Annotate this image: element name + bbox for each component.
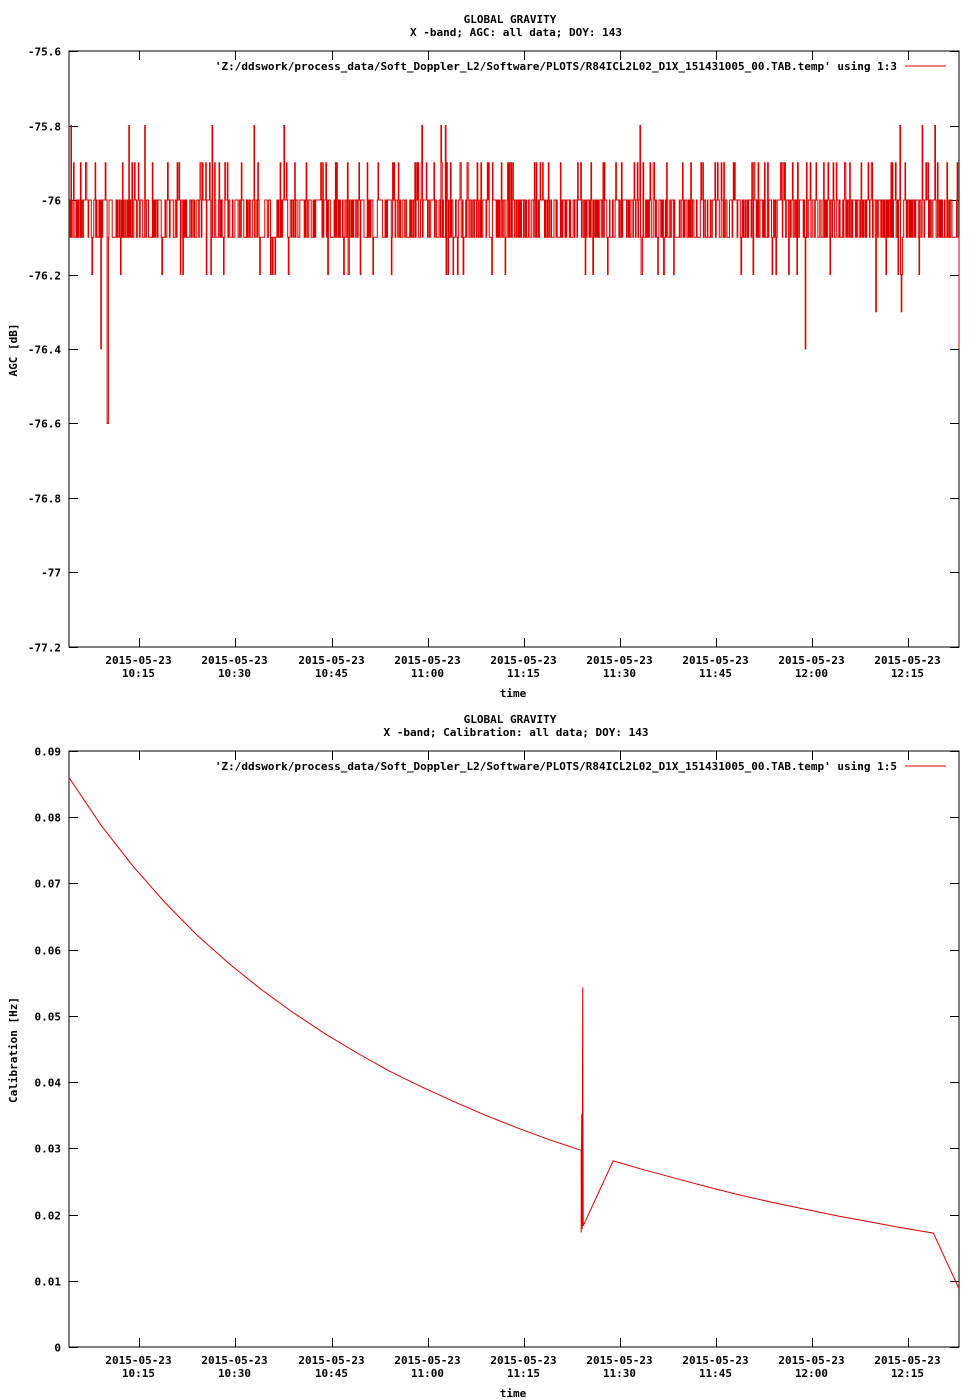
cal-x-tick-time: 11:00	[410, 1367, 445, 1380]
cal-plot-border	[69, 751, 959, 1347]
cal-chart-title: GLOBAL GRAVITY	[463, 713, 557, 726]
agc-chart-title: GLOBAL GRAVITY	[463, 13, 557, 26]
agc-x-tick-time: 11:00	[410, 667, 445, 680]
agc-chart-subtitle: X -band; AGC: all data; DOY: 143	[410, 26, 622, 39]
calibration-chart	[0, 700, 980, 1400]
cal-x-tick-time: 10:45	[314, 1367, 349, 1380]
cal-y-tick-label: 0.01	[34, 1275, 61, 1289]
agc-y-axis-label: AGC [dB]	[7, 323, 20, 377]
cal-x-tick-date: 2015-05-23	[105, 1354, 172, 1367]
agc-x-tick-date: 2015-05-23	[394, 654, 461, 667]
agc-x-tick-date: 2015-05-23	[298, 654, 365, 667]
cal-x-tick-date: 2015-05-23	[778, 1354, 845, 1367]
agc-y-tick-label: -75.8	[27, 120, 61, 134]
agc-legend-label: 'Z:/ddswork/process_data/Soft_Doppler_L2/Software/PLOTS/R84ICL2L02_D1X_151431005_00.TAB.temp' using 1:3	[214, 60, 897, 73]
agc-x-tick-date: 2015-05-23	[490, 654, 557, 667]
agc-x-tick-date: 2015-05-23	[682, 654, 749, 667]
cal-x-tick-time: 11:45	[698, 1367, 733, 1380]
cal-x-tick-time: 10:30	[217, 1367, 252, 1380]
cal-y-tick-label: 0	[54, 1341, 61, 1355]
agc-x-tick-date: 2015-05-23	[586, 654, 653, 667]
cal-legend-label: 'Z:/ddswork/process_data/Soft_Doppler_L2/Software/PLOTS/R84ICL2L02_D1X_151431005_00.TAB.temp' using 1:5	[214, 760, 897, 773]
cal-x-axis-label: time	[499, 1387, 527, 1400]
agc-y-tick-label: -76.2	[27, 269, 61, 283]
agc-x-tick-date: 2015-05-23	[105, 654, 172, 667]
cal-x-tick-date: 2015-05-23	[874, 1354, 941, 1367]
agc-y-tick-label: -76.8	[27, 492, 61, 506]
cal-y-tick-label: 0.04	[34, 1076, 61, 1090]
cal-y-tick-label: 0.09	[34, 745, 61, 759]
cal-x-tick-time: 11:30	[602, 1367, 637, 1380]
agc-x-tick-time: 12:15	[890, 667, 925, 680]
agc-x-tick-time: 11:15	[506, 667, 541, 680]
cal-y-axis-label: Calibration [Hz]	[7, 997, 20, 1103]
cal-x-tick-date: 2015-05-23	[298, 1354, 365, 1367]
cal-y-tick-label: 0.07	[34, 877, 61, 891]
cal-y-tick-label: 0.02	[34, 1209, 61, 1223]
agc-x-tick-time: 11:45	[698, 667, 733, 680]
cal-series-line	[69, 778, 959, 1289]
cal-y-tick-label: 0.08	[34, 811, 61, 825]
agc-x-axis-label: time	[499, 687, 527, 700]
agc-series-line	[69, 126, 959, 424]
cal-y-tick-label: 0.05	[34, 1010, 61, 1024]
cal-x-tick-time: 12:15	[890, 1367, 925, 1380]
calibration-chart-panel	[0, 700, 980, 1400]
cal-x-tick-date: 2015-05-23	[394, 1354, 461, 1367]
cal-x-tick-date: 2015-05-23	[201, 1354, 268, 1367]
agc-y-tick-label: -76.4	[27, 343, 61, 357]
cal-x-tick-date: 2015-05-23	[682, 1354, 749, 1367]
agc-x-tick-time: 10:15	[121, 667, 156, 680]
agc-x-tick-time: 12:00	[794, 667, 829, 680]
cal-x-tick-time: 12:00	[794, 1367, 829, 1380]
cal-x-tick-time: 11:15	[506, 1367, 541, 1380]
agc-x-tick-time: 10:45	[314, 667, 349, 680]
agc-x-tick-date: 2015-05-23	[201, 654, 268, 667]
agc-x-tick-time: 10:30	[217, 667, 252, 680]
agc-x-tick-time: 11:30	[602, 667, 637, 680]
agc-y-tick-label: -77	[41, 566, 61, 580]
agc-x-tick-date: 2015-05-23	[778, 654, 845, 667]
agc-y-tick-label: -75.6	[27, 45, 61, 59]
cal-y-tick-label: 0.03	[34, 1142, 61, 1156]
cal-x-tick-date: 2015-05-23	[490, 1354, 557, 1367]
cal-x-tick-date: 2015-05-23	[586, 1354, 653, 1367]
agc-y-tick-label: -76.6	[27, 417, 61, 431]
agc-y-tick-label: -76	[41, 194, 61, 208]
agc-x-tick-date: 2015-05-23	[874, 654, 941, 667]
cal-x-tick-time: 10:15	[121, 1367, 156, 1380]
agc-y-tick-label: -77.2	[27, 641, 61, 655]
cal-y-tick-label: 0.06	[34, 944, 61, 958]
cal-chart-subtitle: X -band; Calibration: all data; DOY: 143	[383, 726, 649, 739]
agc-plot-border	[69, 51, 959, 647]
